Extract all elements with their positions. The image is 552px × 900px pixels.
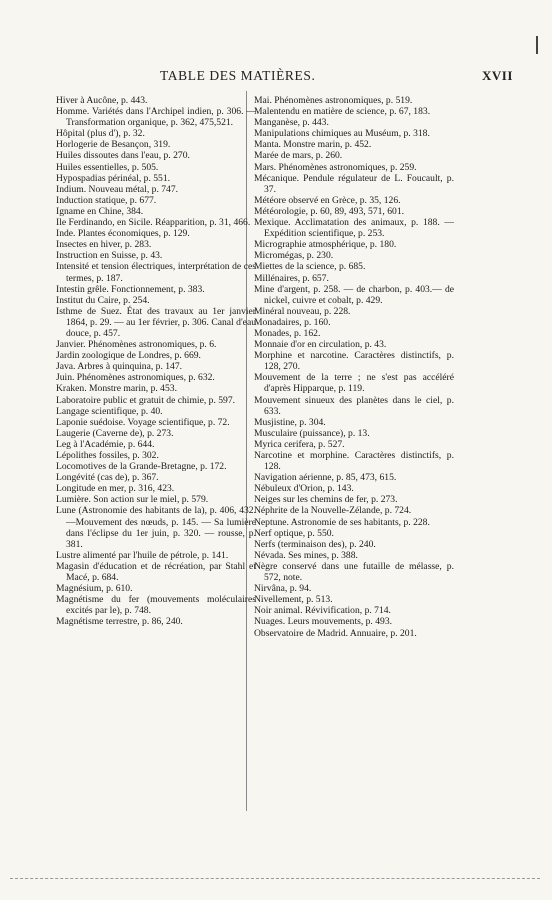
index-entry: Musculaire (puissance), p. 13. [254,427,370,439]
index-entry: Mine d'argent, p. 258. — de charbon, p. 403.— de nickel, cuivre et cobalt, p. 429. [254,283,454,306]
index-entry: Météorologie, p. 60, 89, 493, 571, 601. [254,205,405,217]
index-entry: Neiges sur les chemins de fer, p. 273. [254,494,398,506]
page-header [0,68,552,84]
index-entry: Manta. Monstre marin, p. 452. [254,139,372,151]
index-column-left [56,95,256,628]
index-entry: Mouvement sinueux des planètes dans le ciel, p. 633. [254,394,454,417]
index-entry: Néphrite de la Nouvelle-Zélande, p. 724. [254,505,412,517]
index-entry: Mexique. Acclimatation des animaux, p. 188. — Expédition scientifique, p. 253. [254,217,454,240]
index-entry: Mai. Phénomènes astronomiques, p. 519. [254,95,413,106]
index-entry: Mars. Phénomènes astronomiques, p. 259. [254,161,417,173]
index-entry: Instruction en Suisse, p. 43. [56,250,163,262]
index-entry: Java. Arbres à quinquina, p. 147. [56,361,183,373]
index-entry: Lune (Astronomie des habitants de la), p. 406, 432.—Mouvement des nœuds, p. 145. — Sa lumière dans l'éclipse du 1er juin, p. 320. — rousse, p. 381. [56,505,256,550]
index-entry: Intensité et tension électriques, interprétation de ces termes, p. 187. [56,261,256,284]
index-entry: Langage scientifique, p. 40. [56,405,163,417]
index-entry: Huiles essentielles, p. 505. [56,161,159,173]
index-entry: Myrica cerifera, p. 527. [254,438,345,450]
index-entry: Monades, p. 162. [254,327,321,339]
index-entry: Navigation aérienne, p. 85, 473, 615. [254,472,397,484]
index-entry: Millénaires, p. 657. [254,272,329,284]
index-entry: Juin. Phénomènes astronomiques, p. 632. [56,372,215,384]
index-entry: Induction statique, p. 677. [56,194,157,206]
index-entry: Inde. Plantes économiques, p. 129. [56,228,190,240]
index-entry: Micrographie atmosphérique, p. 180. [254,239,397,251]
index-entry: Nirvâna, p. 94. [254,583,312,595]
index-entry: Huiles dissoutes dans l'eau, p. 270. [56,150,190,162]
index-entry: Nerf optique, p. 550. [254,527,334,539]
index-entry: Miettes de la science, p. 685. [254,261,366,273]
index-entry: Laugerie (Caverne de), p. 273. [56,427,174,439]
index-entry: Météore observé en Grèce, p. 35, 126. [254,194,401,206]
index-entry: Longévité (cas de), p. 367. [56,472,159,484]
index-entry: Laponie suédoise. Voyage scientifique, p. 72. [56,416,230,428]
index-entry: Névada. Ses mines, p. 388. [254,549,358,561]
page-edge-mark [536,36,538,54]
index-entry: Longitude en mer, p. 316, 423. [56,483,175,495]
index-entry: Malentendu en matière de science, p. 67, 183. [254,106,431,118]
index-entry: Observatoire de Madrid. Annuaire, p. 201. [254,627,417,639]
index-entry: Kraken. Monstre marin, p. 453. [56,383,177,395]
index-entry: Manganèse, p. 443. [254,117,329,129]
index-entry: Mouvement de la terre ; ne s'est pas accéléré d'après Hipparque, p. 119. [254,372,454,395]
bottom-rule [10,878,540,879]
index-entry: Lépolithes fossiles, p. 302. [56,450,159,461]
index-entry: Noir animal. Révivification, p. 714. [254,605,391,617]
index-entry: Nébuleux d'Orion, p. 143. [254,483,354,495]
index-entry: Lumière. Son action sur le miel, p. 579. [56,494,209,506]
page-number: XVII [482,68,513,83]
index-entry: Janvier. Phénomènes astronomiques, p. 6. [56,339,217,351]
index-entry: Mécanique. Pendule régulateur de L. Foucault, p. 37. [254,172,454,195]
index-entry: Igname en Chine, 384. [56,205,144,217]
index-entry: Hiver à Aucône, p. 443. [56,95,148,106]
index-entry: Lustre alimenté par l'huile de pétrole, p. 141. [56,549,229,561]
index-entry: Monadaires, p. 160. [254,316,331,328]
index-entry: Nerfs (terminaison des), p. 240. [254,538,376,550]
index-entry: Indium. Nouveau métal, p. 747. [56,183,179,195]
index-entry: Intestin grêle. Fonctionnement, p. 383. [56,283,205,295]
index-entry: Homme. Variétés dans l'Archipel indien, p. 306. — Transformation organique, p. 362, 475,521. [56,106,256,129]
index-entry: Jardin zoologique de Londres, p. 669. [56,350,201,362]
index-entry: Narcotine et morphine. Caractères distinctifs, p. 128. [254,450,454,473]
index-entry: Marée de mars, p. 260. [254,150,343,162]
index-column-right [254,95,454,639]
index-entry: Insectes en hiver, p. 283. [56,239,152,251]
index-entry: Leg à l'Académie, p. 644. [56,438,155,450]
index-entry: Neptune. Astronomie de ses habitants, p. 228. [254,516,430,528]
index-entry: Nuages. Leurs mouvements, p. 493. [254,616,393,628]
index-entry: Nivellement, p. 513. [254,594,333,606]
index-entry: Isthme de Suez. État des travaux au 1er janvier 1864, p. 29. — au 1er février, p. 306. Canal d'eau douce, p. 457. [56,305,256,339]
index-entry: Locomotives de la Grande-Bretagne, p. 172. [56,461,227,473]
index-entry: Magasin d'éducation et de récréation, par Stahl et Macé, p. 684. [56,560,256,584]
index-entry: Manipulations chimiques au Muséum, p. 318. [254,128,430,140]
index-entry: Minéral nouveau, p. 228. [254,305,351,317]
index-entry: Nègre conservé dans une futaille de mélasse, p. 572, note. [254,560,454,584]
index-entry: Hypospadias périnéal, p. 551. [56,172,171,184]
index-entry: Laboratoire public et gratuit de chimie, p. 597. [56,394,236,406]
index-entry: Horlogerie de Besançon, 319. [56,139,171,151]
index-entry: Hôpital (plus d'), p. 32. [56,128,145,140]
running-title: TABLE DES MATIÈRES. [160,68,316,83]
index-entry: Magnétisme du fer (mouvements moléculaires excités par le), p. 748. [56,594,256,617]
index-entry: Magnésium, p. 610. [56,583,133,595]
index-entry: Ile Ferdinando, en Sicile. Réapparition, p. 31, 466. [56,217,251,229]
index-entry: Magnétisme terrestre, p. 86, 240. [56,616,183,628]
index-entry: Micromégas, p. 230. [254,250,334,262]
index-entry: Monnaie d'or en circulation, p. 43. [254,339,387,351]
index-entry: Musjistine, p. 304. [254,416,326,428]
index-entry: Morphine et narcotine. Caractères distinctifs, p. 128, 270. [254,350,454,373]
index-entry: Institut du Caire, p. 254. [56,294,150,306]
